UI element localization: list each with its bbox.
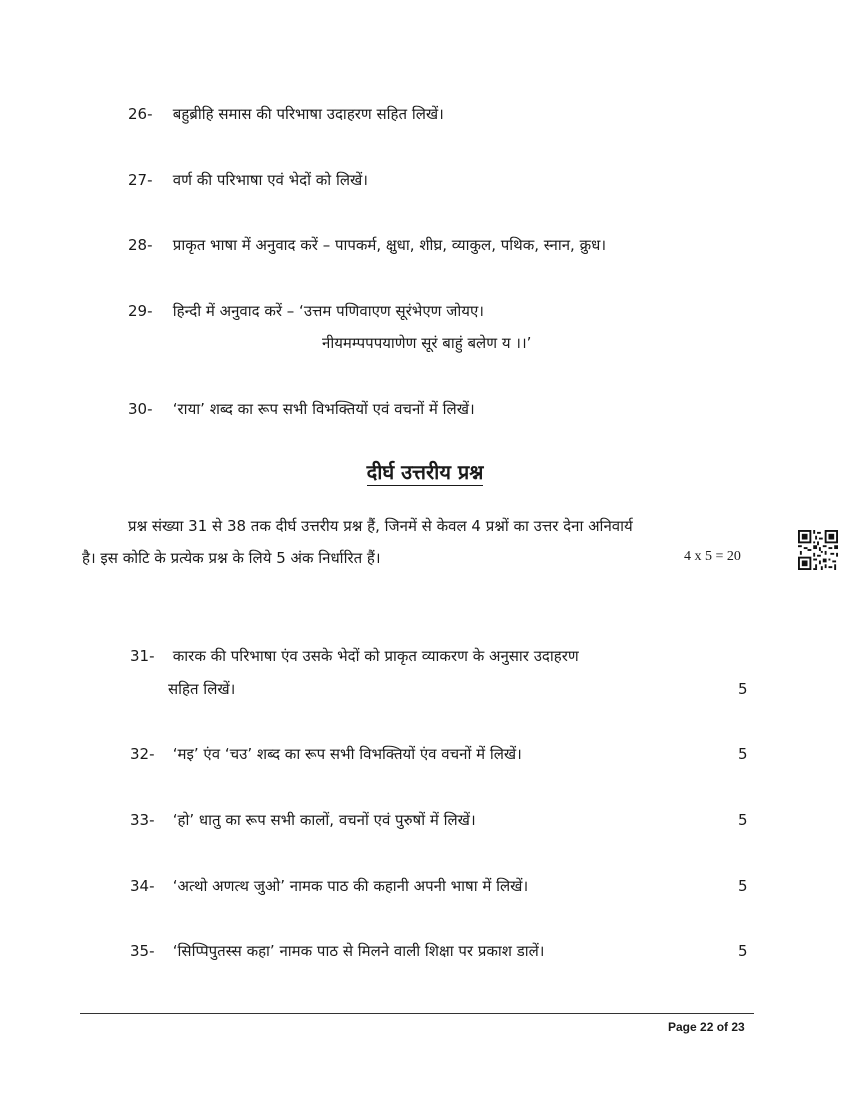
question-text: वर्ण की परिभाषा एवं भेदों को लिखें। bbox=[172, 171, 368, 189]
question-number: 33- bbox=[130, 811, 155, 829]
question-text: प्राकृत भाषा में अनुवाद करें – पापकर्म, क्षुधा, शीघ्र, व्याकुल, पथिक, स्नान, क्रुध। bbox=[172, 236, 607, 254]
question-number: 29- bbox=[128, 302, 153, 320]
question-marks: 5 bbox=[738, 877, 748, 895]
question-text: ‘राया’ शब्द का रूप सभी विभक्तियों एवं वचनों में लिखें। bbox=[172, 400, 475, 418]
question-32 bbox=[130, 744, 522, 764]
section-title bbox=[0, 458, 850, 485]
question-number: 26- bbox=[128, 105, 153, 123]
question-text: कारक की परिभाषा एंव उसके भेदों को प्राकृत व्याकरण के अनुसार उदाहरण bbox=[172, 647, 579, 665]
question-text: ‘अत्थो अणत्थ जुओ’ नामक पाठ की कहानी अपनी भाषा में लिखें। bbox=[172, 877, 529, 895]
question-text: हिन्दी में अनुवाद करें – ‘उत्तम पणिवाएण सूरंभेएण जोयए। bbox=[172, 302, 484, 320]
marks-formula: 4 x 5 = 20 bbox=[684, 549, 741, 564]
question-text-continued: नीयमम्पपपयाणेण सूरं बाहुं बलेण य ।।’ bbox=[322, 334, 532, 352]
question-text-continued: सहित लिखें। bbox=[168, 680, 236, 698]
question-27 bbox=[128, 170, 368, 190]
instruction-line-2: है। इस कोटि के प्रत्येक प्रश्न के लिये 5 अंक निर्धारित हैं। bbox=[82, 549, 381, 567]
question-marks: 5 bbox=[738, 811, 748, 829]
question-number: 35- bbox=[130, 942, 155, 960]
question-number: 28- bbox=[128, 236, 153, 254]
question-number: 27- bbox=[128, 171, 153, 189]
question-number: 31- bbox=[130, 647, 155, 665]
question-26 bbox=[128, 104, 444, 124]
question-34 bbox=[130, 876, 528, 896]
question-number: 32- bbox=[130, 745, 155, 763]
question-33 bbox=[130, 810, 476, 830]
question-number: 34- bbox=[130, 877, 155, 895]
question-text: ‘सिप्पिपुतस्स कहा’ नामक पाठ से मिलने वाली शिक्षा पर प्रकाश डालें। bbox=[172, 942, 545, 960]
footer-divider bbox=[80, 1013, 754, 1014]
question-marks: 5 bbox=[738, 942, 748, 960]
question-text: ‘मइ’ एंव ‘चउ’ शब्द का रूप सभी विभक्तियों एंव वचनों में लिखें। bbox=[172, 745, 522, 763]
question-text: ‘हो’ धातु का रूप सभी कालों, वचनों एवं पुरुषों में लिखें। bbox=[172, 811, 476, 829]
question-31 bbox=[130, 646, 579, 666]
question-number: 30- bbox=[128, 400, 153, 418]
qr-code-icon bbox=[798, 530, 838, 570]
question-30 bbox=[128, 399, 475, 419]
question-28 bbox=[128, 235, 606, 255]
question-marks: 5 bbox=[738, 680, 748, 698]
instruction-line-1: प्रश्न संख्या 31 से 38 तक दीर्घ उत्तरीय प्रश्न हैं, जिनमें से केवल 4 प्रश्नों का उत्तर देना अनिवार्य bbox=[128, 517, 633, 535]
page-number: Page 22 of 23 bbox=[668, 1020, 745, 1034]
question-29-line2 bbox=[322, 333, 531, 353]
question-29 bbox=[128, 301, 484, 321]
question-marks: 5 bbox=[738, 745, 748, 763]
section-title-text: दीर्घ उत्तरीय प्रश्न bbox=[366, 460, 484, 484]
question-35 bbox=[130, 941, 545, 961]
question-31-line2 bbox=[168, 679, 235, 699]
question-text: बहुब्रीहि समास की परिभाषा उदाहरण सहित लिखें। bbox=[172, 105, 444, 123]
